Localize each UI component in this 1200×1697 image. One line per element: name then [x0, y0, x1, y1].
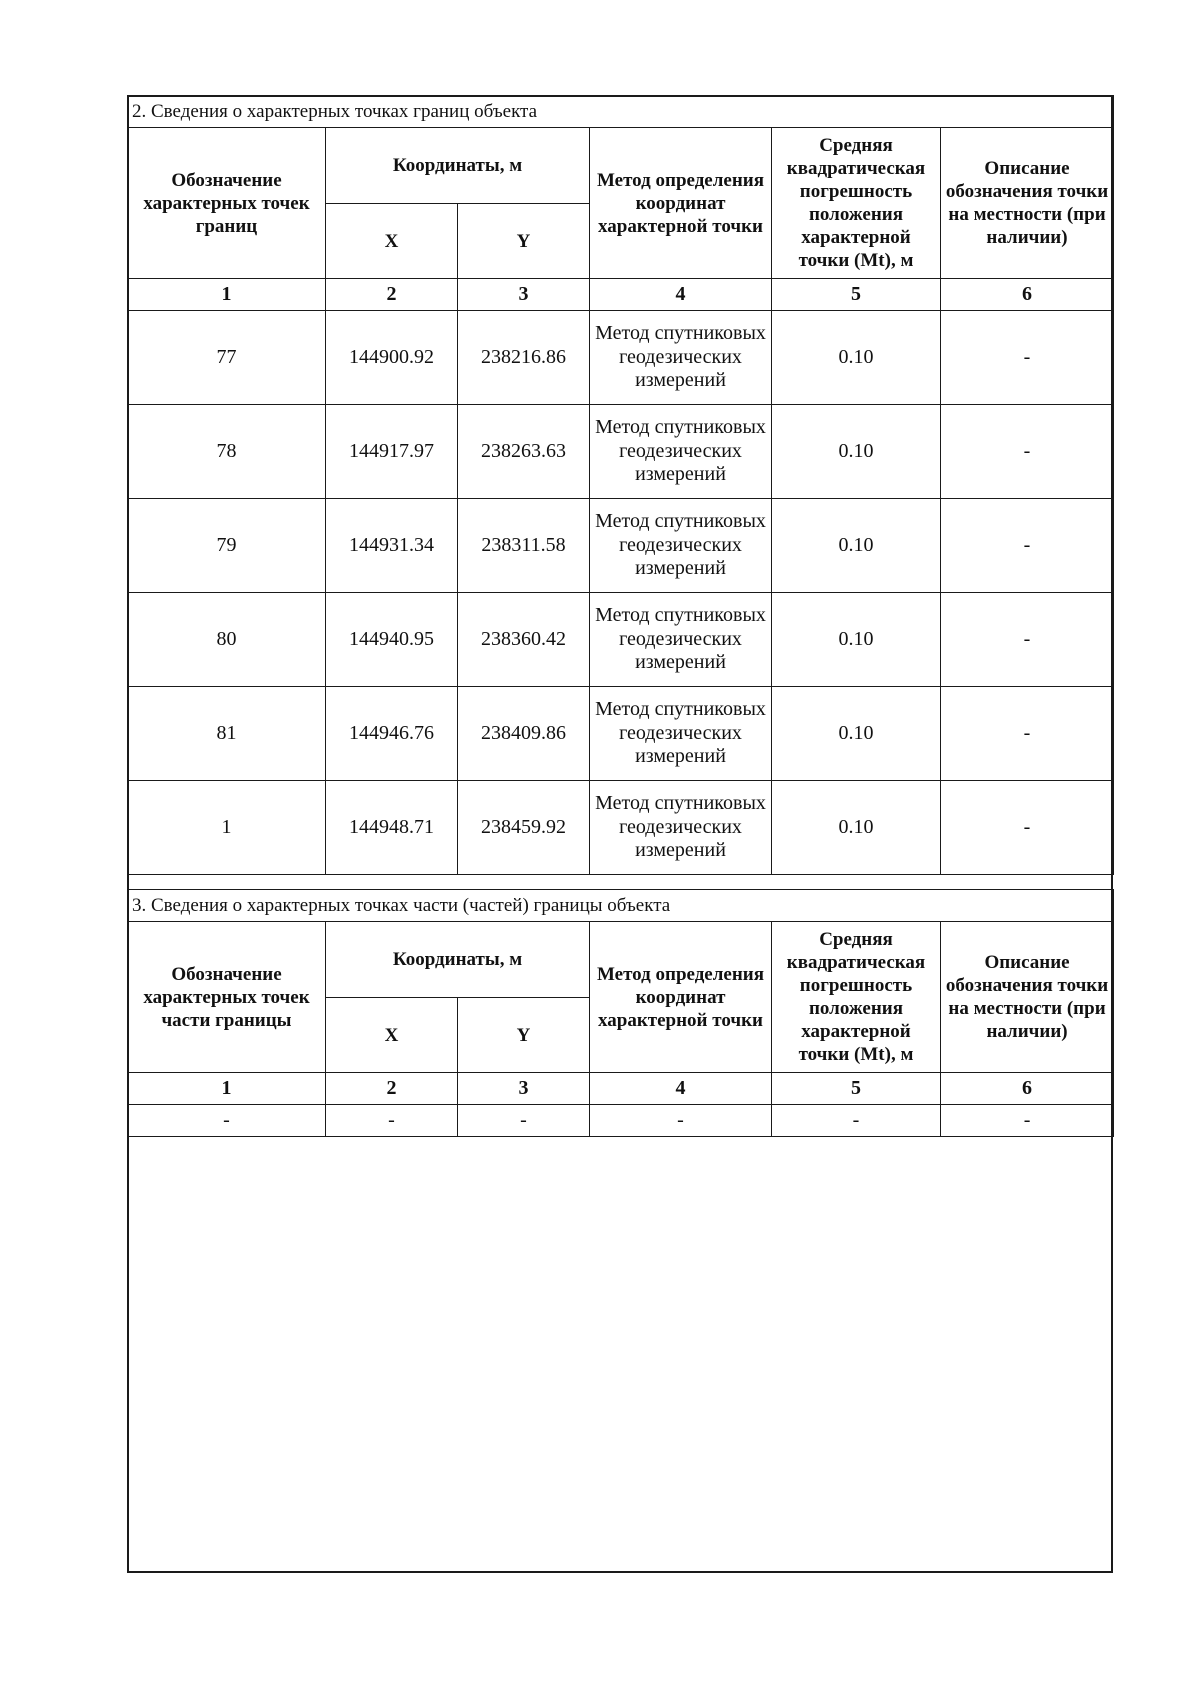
- coordinate-y: 238409.86: [458, 687, 590, 781]
- table-row: [128, 1105, 1114, 1137]
- coordinate-y: 238311.58: [458, 499, 590, 593]
- method-cell: Метод спутниковых геодезических измерений: [590, 499, 772, 593]
- column-number-row: [128, 279, 1114, 311]
- description-cell: -: [941, 405, 1114, 499]
- error-cell: 0.10: [772, 593, 941, 687]
- table-row: [128, 405, 1114, 499]
- description-cell: -: [941, 593, 1114, 687]
- description-cell: -: [941, 687, 1114, 781]
- coordinate-y: 238216.86: [458, 311, 590, 405]
- error-cell: -: [772, 1105, 941, 1137]
- point-number: 81: [128, 687, 326, 781]
- description-cell: -: [941, 499, 1114, 593]
- column-number: 3: [458, 279, 590, 311]
- header-description: Описание обозначения точки на местности (при наличии): [941, 922, 1114, 1073]
- header-designation: Обозначение характерных точек границ: [128, 128, 326, 279]
- method-cell: -: [590, 1105, 772, 1137]
- column-number: 2: [326, 279, 458, 311]
- description-cell: -: [941, 781, 1114, 875]
- header-y: Y: [458, 204, 590, 279]
- section-2-title: 2. Сведения о характерных точках границ объекта: [128, 96, 1114, 128]
- header-method: Метод определения координат характерной точки: [590, 922, 772, 1073]
- boundary-points-table: [127, 95, 1114, 875]
- column-number: 3: [458, 1073, 590, 1105]
- table-row: [128, 687, 1114, 781]
- coordinate-x: -: [326, 1105, 458, 1137]
- header-y: Y: [458, 998, 590, 1073]
- column-number: 6: [941, 1073, 1114, 1105]
- error-cell: 0.10: [772, 405, 941, 499]
- point-number: 79: [128, 499, 326, 593]
- point-number: -: [128, 1105, 326, 1137]
- coordinate-y: 238263.63: [458, 405, 590, 499]
- method-cell: Метод спутниковых геодезических измерений: [590, 687, 772, 781]
- point-number: 78: [128, 405, 326, 499]
- coordinate-x: 144940.95: [326, 593, 458, 687]
- description-cell: -: [941, 311, 1114, 405]
- column-number: 2: [326, 1073, 458, 1105]
- coordinate-y: 238360.42: [458, 593, 590, 687]
- document-sheet: [127, 95, 1113, 1573]
- point-number: 1: [128, 781, 326, 875]
- error-cell: 0.10: [772, 311, 941, 405]
- coordinate-x: 144900.92: [326, 311, 458, 405]
- table-row: [128, 499, 1114, 593]
- header-coordinates: Координаты, м: [326, 922, 590, 998]
- error-cell: 0.10: [772, 687, 941, 781]
- coordinate-x: 144948.71: [326, 781, 458, 875]
- column-number: 1: [128, 279, 326, 311]
- coordinate-y: -: [458, 1105, 590, 1137]
- method-cell: Метод спутниковых геодезических измерений: [590, 311, 772, 405]
- coordinate-y: 238459.92: [458, 781, 590, 875]
- coordinate-x: 144946.76: [326, 687, 458, 781]
- table-row: [128, 781, 1114, 875]
- header-x: X: [326, 204, 458, 279]
- header-coordinates: Координаты, м: [326, 128, 590, 204]
- error-cell: 0.10: [772, 499, 941, 593]
- column-number: 6: [941, 279, 1114, 311]
- section-3-title: 3. Сведения о характерных точках части (частей) границы объекта: [128, 890, 1114, 922]
- part-boundary-points-table: [127, 889, 1114, 1137]
- column-number: 4: [590, 279, 772, 311]
- table-row: [128, 593, 1114, 687]
- header-description: Описание обозначения точки на местности (при наличии): [941, 128, 1114, 279]
- error-cell: 0.10: [772, 781, 941, 875]
- table-row: [128, 311, 1114, 405]
- column-number-row: [128, 1073, 1114, 1105]
- coordinate-x: 144917.97: [326, 405, 458, 499]
- method-cell: Метод спутниковых геодезических измерений: [590, 593, 772, 687]
- header-error: Средняя квадратическая погрешность положения характерной точки (Mt), м: [772, 128, 941, 279]
- description-cell: -: [941, 1105, 1114, 1137]
- column-number: 5: [772, 279, 941, 311]
- column-number: 4: [590, 1073, 772, 1105]
- coordinate-x: 144931.34: [326, 499, 458, 593]
- header-method: Метод определения координат характерной точки: [590, 128, 772, 279]
- header-x: X: [326, 998, 458, 1073]
- method-cell: Метод спутниковых геодезических измерений: [590, 405, 772, 499]
- header-designation: Обозначение характерных точек части границы: [128, 922, 326, 1073]
- method-cell: Метод спутниковых геодезических измерений: [590, 781, 772, 875]
- column-number: 1: [128, 1073, 326, 1105]
- point-number: 80: [128, 593, 326, 687]
- point-number: 77: [128, 311, 326, 405]
- header-error: Средняя квадратическая погрешность положения характерной точки (Mt), м: [772, 922, 941, 1073]
- column-number: 5: [772, 1073, 941, 1105]
